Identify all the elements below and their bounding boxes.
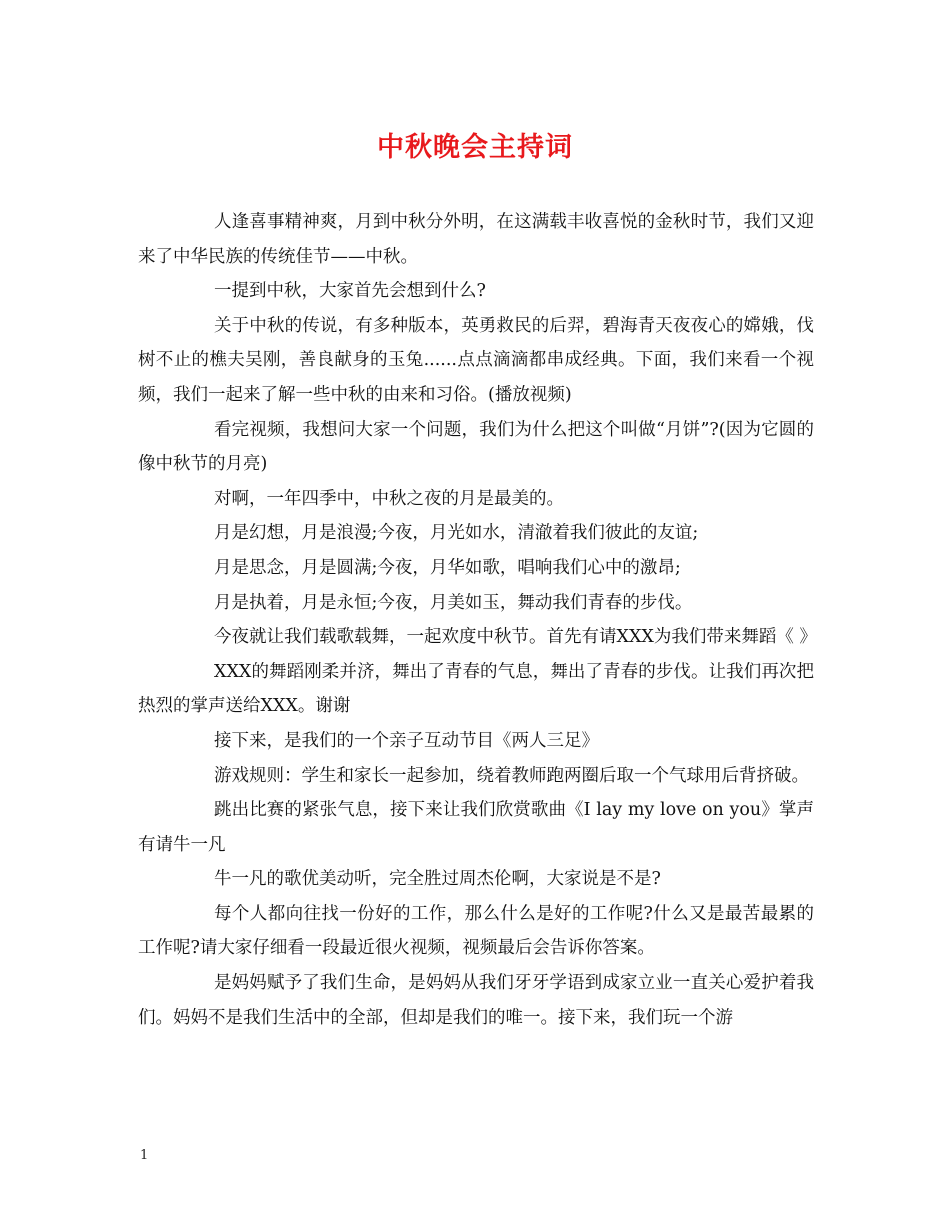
document-body: [138, 205, 817, 1035]
paragraph: 牛一凡的歌优美动听，完全胜过周杰伦啊，大家说是不是?: [214, 869, 661, 890]
paragraph: 游戏规则：学生和家长一起参加，绕着教师跑两圈后取一个气球用后背挤破。: [214, 765, 809, 786]
paragraph: 看完视频，我想问大家一个问题，我们为什么把这个叫做“月饼”?(因为它圆的像中秋节的月亮): [138, 419, 814, 475]
paragraph: 接下来，是我们的一个亲子互动节目《两人三足》: [214, 730, 599, 751]
document-title: 中秋晚会主持词: [377, 132, 573, 163]
paragraph: 对啊，一年四季中，中秋之夜的月是最美的。: [214, 488, 564, 509]
paragraph: 一提到中秋，大家首先会想到什么?: [214, 281, 486, 302]
paragraph: 今夜就让我们载歌载舞，一起欢度中秋节。首先有请XXX为我们带来舞蹈《 》: [214, 627, 817, 648]
paragraph: 人逢喜事精神爽，月到中秋分外明，在这满载丰收喜悦的金秋时节，我们又迎来了中华民族的传统佳节——中秋。: [138, 212, 814, 267]
paragraph: 月是幻想，月是浪漫;今夜，月光如水，清澈着我们彼此的友谊;: [214, 523, 699, 544]
paragraph: XXX的舞蹈刚柔并济，舞出了青春的气息，舞出了青春的步伐。让我们再次把热烈的掌声送给XXX。谢谢: [138, 661, 814, 717]
paragraph: 是妈妈赋予了我们生命，是妈妈从我们牙牙学语到成家立业一直关心爱护着我们。妈妈不是我们生活中的全部，但却是我们的唯一。接下来，我们玩一个游: [138, 973, 814, 1028]
page-number: 1: [140, 1148, 149, 1163]
paragraph: 跳出比赛的紧张气息，接下来让我们欣赏歌曲《I lay my love on you》掌声有请牛一凡: [138, 800, 814, 855]
paragraph: 关于中秋的传说，有多种版本，英勇救民的后羿，碧海青天夜夜心的嫦娥，伐树不止的樵夫吴刚，善良献身的玉兔......点点滴滴都串成经典。下面，我们来看一个视频，我们一起来了解一些中秋的由来和习俗。(播放视频): [138, 315, 814, 405]
paragraph: 月是执着，月是永恒;今夜，月美如玉，舞动我们青春的步伐。: [214, 592, 693, 613]
paragraph: 每个人都向往找一份好的工作，那么什么是好的工作呢?什么又是最苦最累的工作呢?请大家仔细看一段最近很火视频，视频最后会告诉你答案。: [138, 903, 814, 959]
paragraph: 月是思念，月是圆满;今夜，月华如歌，唱响我们心中的激昂;: [214, 557, 681, 578]
